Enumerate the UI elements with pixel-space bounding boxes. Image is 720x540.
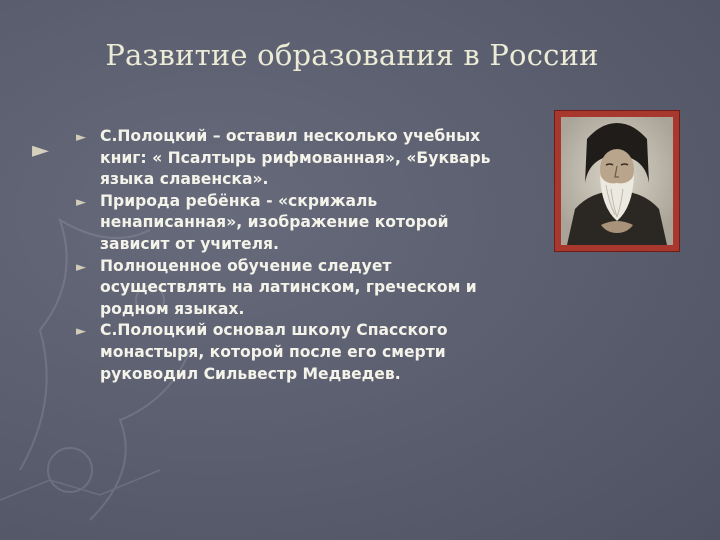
portrait-of-monk-image	[561, 117, 673, 245]
list-item-text: Полноценное обучение следует осуществлять на латинском, греческом и родном языках.	[100, 256, 477, 318]
portrait-frame	[554, 110, 680, 252]
bullet-arrow-icon: ►	[76, 259, 86, 275]
bullet-arrow-icon: ►	[76, 194, 86, 210]
bullet-arrow-icon: ►	[76, 324, 86, 340]
list-item-text: Природа ребёнка - «скрижаль ненаписанная», изображение которой зависит от учителя.	[100, 191, 449, 253]
list-item-text: С.Полоцкий основал школу Спасского монастыря, которой после его смерти руководил Сильвестр Медведев.	[100, 321, 448, 383]
bullet-list	[76, 126, 506, 385]
bullet-arrow-icon: ►	[76, 130, 86, 145]
slide-title: Развитие образования в России	[105, 38, 599, 72]
list-item	[76, 320, 506, 385]
list-item	[76, 256, 506, 321]
list-item-text: С.Полоцкий – оставил несколько учебных книг: « Псалтырь рифмованная», «Букварь языка славенска».	[100, 127, 491, 189]
list-item	[76, 126, 506, 191]
list-item	[76, 191, 506, 256]
outer-bullet-icon: ►	[32, 138, 49, 163]
